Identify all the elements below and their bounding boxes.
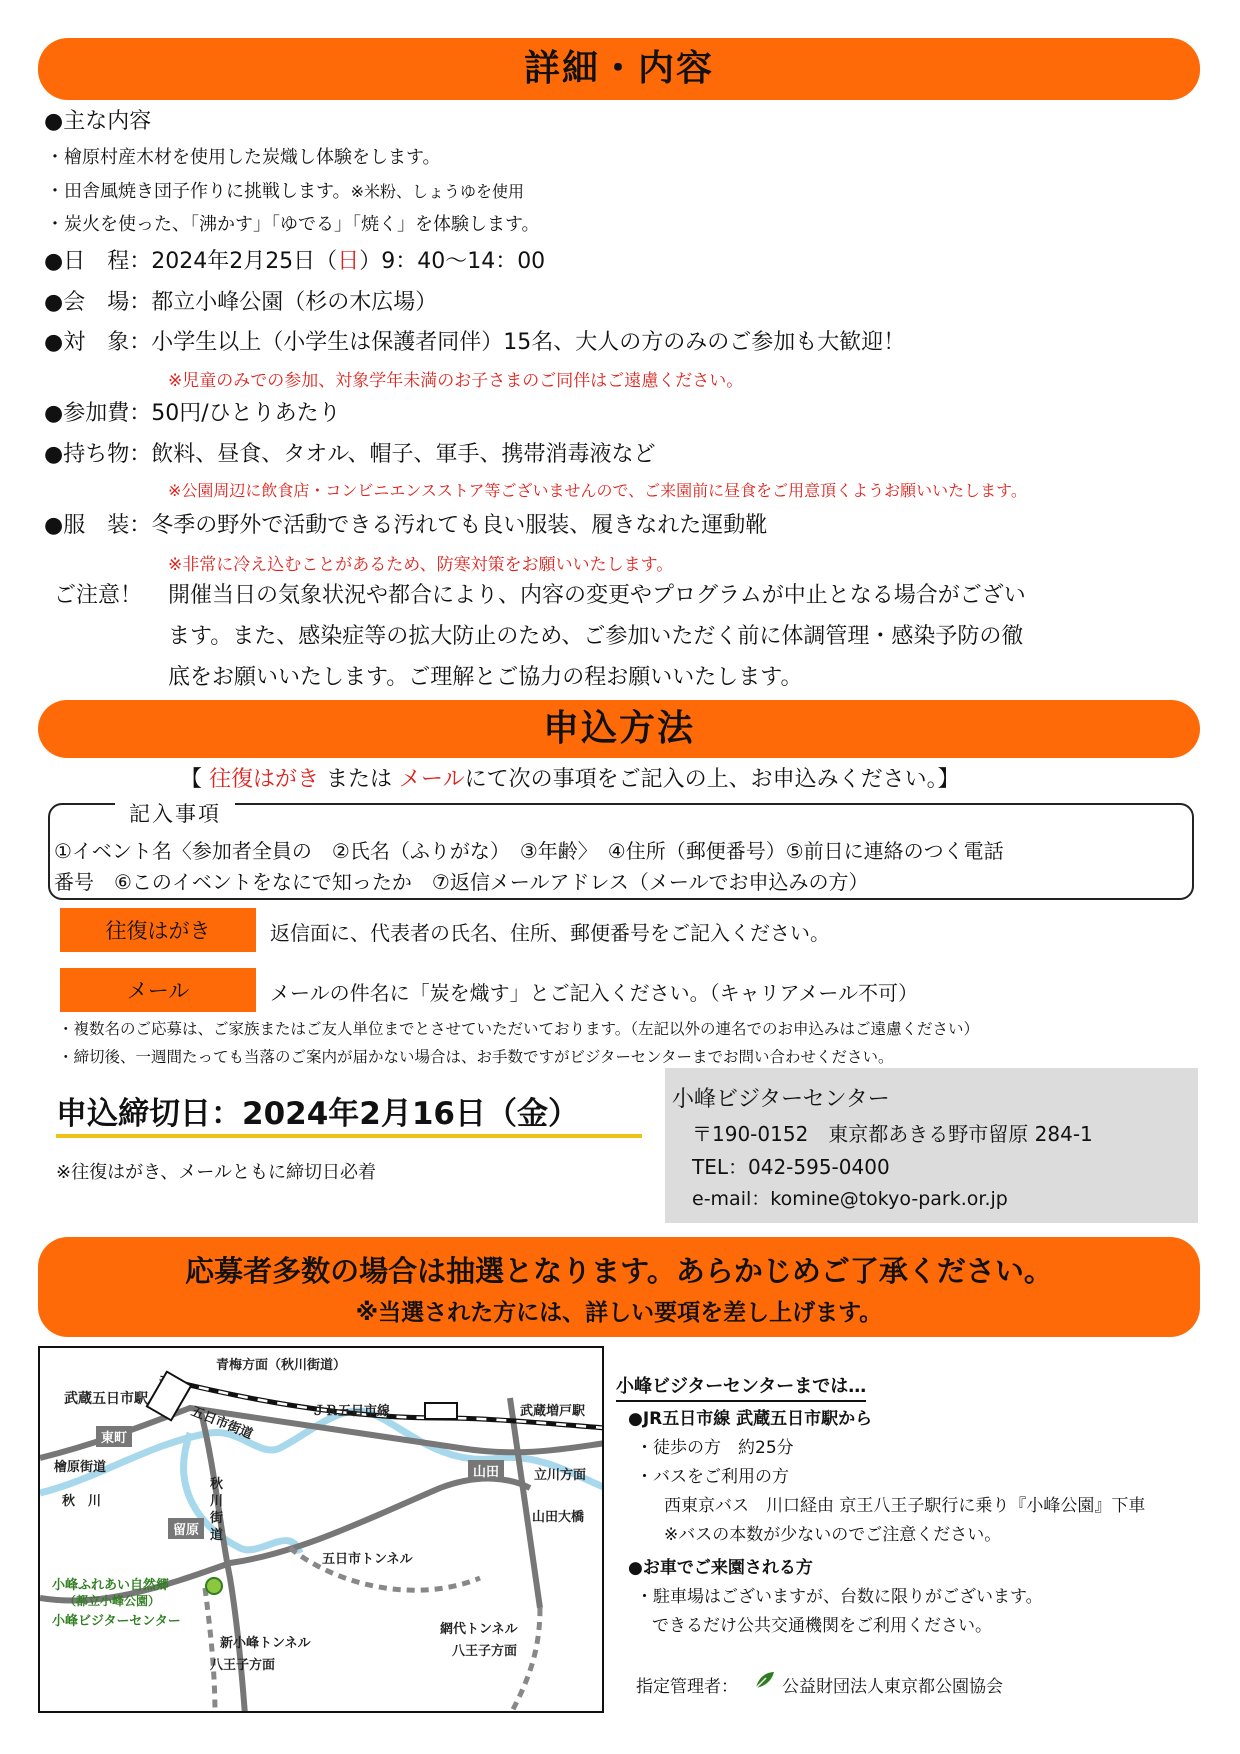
map-label-amishiro-tunnel: 網代トンネル bbox=[440, 1622, 518, 1637]
deadline-note: ※往復はがき、メールともに締切日必着 bbox=[56, 1162, 377, 1183]
access-map bbox=[38, 1346, 604, 1713]
details-title: 詳細・内容 bbox=[523, 48, 714, 89]
access-train-heading: ●JR五日市線 武蔵五日市駅から bbox=[628, 1409, 873, 1429]
access-car-heading: ●お車でご来園される方 bbox=[628, 1558, 813, 1578]
date-row bbox=[44, 244, 545, 275]
map-label-hachioji-1: 八王子方面 bbox=[210, 1658, 276, 1673]
access-bus-note: ※バスの本数が少ないのでご注意ください。 bbox=[664, 1525, 1002, 1545]
items-label: ●持ち物： bbox=[44, 442, 152, 467]
fee-row bbox=[44, 396, 341, 427]
caution-line-3: 底をお願いいたします。ご理解とご協力の程お願いいたします。 bbox=[168, 665, 803, 690]
date-label: ●日 程： bbox=[44, 249, 152, 274]
map-label-hinohara-kaido: 檜原街道 bbox=[54, 1460, 107, 1475]
lottery-line-1: 応募者多数の場合は抽選となります。あらかじめご了承ください。 bbox=[185, 1254, 1053, 1288]
contact-email[interactable]: e-mail：komine@tokyo-park.or.jp bbox=[692, 1188, 1008, 1210]
fee-label: ●参加費： bbox=[44, 401, 152, 426]
apply-title: 申込方法 bbox=[542, 708, 695, 749]
map-label-jr-line: ＪＲ五日市線 bbox=[312, 1404, 391, 1419]
contact-name: 小峰ビジターセンター bbox=[672, 1087, 890, 1112]
mail-tag: メール bbox=[60, 968, 256, 1012]
map-label-musashi-itsukaichi: 武蔵五日市駅 bbox=[64, 1391, 148, 1407]
date-value-pre: 2024年2月25日（ bbox=[151, 249, 338, 274]
entry-items-line-2: 番号 ⑥このイベントをなにで知ったか ⑦返信メールアドレス（メールでお申込みの方） bbox=[54, 870, 869, 894]
access-bus-detail: 西東京バス 川口経由 京王八王子駅行に乗り『小峰公園』下車 bbox=[664, 1496, 1146, 1516]
mail-text: メールの件名に「炭を熾す」とご記入ください。（キャリアメール不可） bbox=[270, 981, 918, 1005]
items-row bbox=[44, 437, 655, 468]
map-label-musashi-masuko: 武蔵増戸駅 bbox=[520, 1404, 586, 1419]
apply-intro-mail: メール bbox=[399, 767, 465, 792]
map-label-yamada-bridge: 山田大橋 bbox=[532, 1510, 585, 1525]
items-note: ※公園周辺に飲食店・コンビニエンスストア等ございませんので、ご来園前に昼食をご用意頂くようお願いいたします。 bbox=[168, 481, 1027, 500]
manager-label: 指定管理者： bbox=[636, 1677, 738, 1697]
clothes-row bbox=[44, 508, 767, 539]
target-row bbox=[44, 325, 905, 356]
access-walk: ・徒歩の方 約25分 bbox=[636, 1438, 794, 1458]
target-value: 小学生以上（小学生は保護者同伴）15名、大人の方のみのご参加も大歓迎！ bbox=[151, 330, 906, 355]
bullet-2-note: ※米粉、しょうゆを使用 bbox=[350, 182, 524, 201]
fee-value: 50円/ひとりあたり bbox=[151, 401, 341, 426]
bullet-2-text: ・田舎風焼き団子作りに挑戦します。 bbox=[46, 181, 351, 202]
access-parking: ・駐車場はございますが、台数に限りがございます。 bbox=[636, 1587, 1043, 1607]
map-label-akigawa-kaido: 秋川街道 bbox=[210, 1477, 224, 1543]
venue-row bbox=[44, 285, 437, 316]
postcard-tag: 往復はがき bbox=[60, 908, 256, 952]
map-label-akigawa-river: 秋 川 bbox=[62, 1494, 102, 1509]
apply-intro-rest: にて次の事項をご記入の上、お申込みください。】 bbox=[464, 767, 960, 792]
date-day: 日 bbox=[337, 249, 360, 274]
access-title: 小峰ビジターセンターまでは… bbox=[616, 1372, 866, 1402]
map-label-itsukaichi-kaido: 五日市街道 bbox=[188, 1404, 255, 1443]
map-label-park-name: 小峰ふれあい自然郷 bbox=[52, 1578, 170, 1593]
clothes-note: ※非常に冷え込むことがあるため、防寒対策をお願いいたします。 bbox=[168, 555, 674, 575]
postcard-text: 返信面に、代表者の氏名、住所、郵便番号をご記入ください。 bbox=[270, 921, 830, 945]
target-label: ●対 象： bbox=[44, 330, 152, 355]
lottery-band bbox=[38, 1237, 1200, 1337]
date-value-post: ）9：40～14：00 bbox=[359, 249, 546, 274]
entry-items-label: 記入事項 bbox=[115, 798, 235, 828]
map-label-park-sub: （都立小峰公園） bbox=[64, 1594, 161, 1608]
map-label-shin-komine-tunnel: 新小峰トンネル bbox=[220, 1636, 311, 1651]
map-label-itsukaichi-tunnel: 五日市トンネル bbox=[322, 1552, 413, 1567]
target-note: ※児童のみでの参加、対象学年未満のお子さまのご同伴はご遠慮ください。 bbox=[168, 371, 744, 391]
items-value: 飲料、昼食、タオル、帽子、軍手、携帯消毒液など bbox=[151, 442, 656, 467]
apply-intro-open: 【 bbox=[180, 767, 209, 792]
apply-note-1: ・複数名のご応募は、ご家族またはご友人単位までとさせていただいております。（左記以外の連名でのお申込みはご遠慮ください） bbox=[58, 1020, 980, 1038]
apply-intro-postcard: 往復はがき bbox=[209, 767, 320, 792]
bullet-1: ・檜原村産木材を使用した炭熾し体験をします。 bbox=[46, 147, 441, 168]
apply-header-band bbox=[38, 700, 1200, 758]
clothes-value: 冬季の野外で活動できる汚れても良い服装、履きなれた運動靴 bbox=[151, 513, 768, 538]
map-tag-tomehara: 留原 bbox=[168, 1518, 204, 1539]
map-tag-higashimachi: 東町 bbox=[96, 1426, 132, 1447]
lottery-line-2: ※当選された方には、詳しい要項を差し上げます。 bbox=[355, 1300, 883, 1326]
bullet-2 bbox=[46, 177, 524, 203]
map-tag-yamada: 山田 bbox=[468, 1460, 504, 1481]
contact-tel: TEL：042-595-0400 bbox=[692, 1155, 890, 1179]
map-label-hachioji-2: 八王子方面 bbox=[452, 1644, 518, 1659]
caution-line-1: 開催当日の気象状況や都合により、内容の変更やプログラムが中止となる場合がござい bbox=[168, 583, 1026, 608]
apply-intro-mid: または bbox=[319, 767, 400, 792]
deadline-underline bbox=[56, 1134, 642, 1138]
access-public: できるだけ公共交通機関をご利用ください。 bbox=[652, 1616, 992, 1636]
caution-label: ご注意！ bbox=[54, 583, 143, 608]
bullet-3: ・炭火を使った、「沸かす」「ゆでる」「焼く」を体験します。 bbox=[46, 214, 540, 235]
venue-label: ●会 場： bbox=[44, 290, 152, 315]
leaf-logo-icon bbox=[752, 1668, 776, 1696]
manager-name: 公益財団法人東京都公園協会 bbox=[782, 1677, 1003, 1697]
details-header-band bbox=[38, 38, 1200, 100]
deadline: 申込締切日：2024年2月16日（金） bbox=[56, 1096, 579, 1132]
apply-intro bbox=[180, 762, 960, 793]
contact-address: 〒190-0152 東京都あきる野市留原 284-1 bbox=[692, 1122, 1093, 1146]
clothes-label: ●服 装： bbox=[44, 513, 152, 538]
venue-value: 都立小峰公園（杉の木広場） bbox=[151, 290, 438, 315]
apply-note-2: ・締切後、一週間たっても当落のご案内が届かない場合は、お手数ですがビジターセンターまでお問い合わせください。 bbox=[58, 1048, 894, 1066]
main-content-heading: ●主な内容 bbox=[44, 109, 152, 134]
caution-line-2: ます。また、感染症等の拡大防止のため、ご参加いただく前に体調管理・感染予防の徹 bbox=[168, 624, 1024, 649]
map-label-park-vc: 小峰ビジターセンター bbox=[52, 1614, 181, 1629]
entry-items-line-1: ①イベント名〈参加者全員の ②氏名（ふりがな） ③年齢〉 ④住所（郵便番号）⑤前日に連絡のつく電話 bbox=[54, 839, 1004, 863]
map-label-oume: 青梅方面（秋川街道） bbox=[216, 1358, 347, 1373]
access-bus-heading: ・バスをご利用の方 bbox=[636, 1467, 789, 1487]
map-label-tachikawa: 立川方面 bbox=[534, 1468, 587, 1483]
